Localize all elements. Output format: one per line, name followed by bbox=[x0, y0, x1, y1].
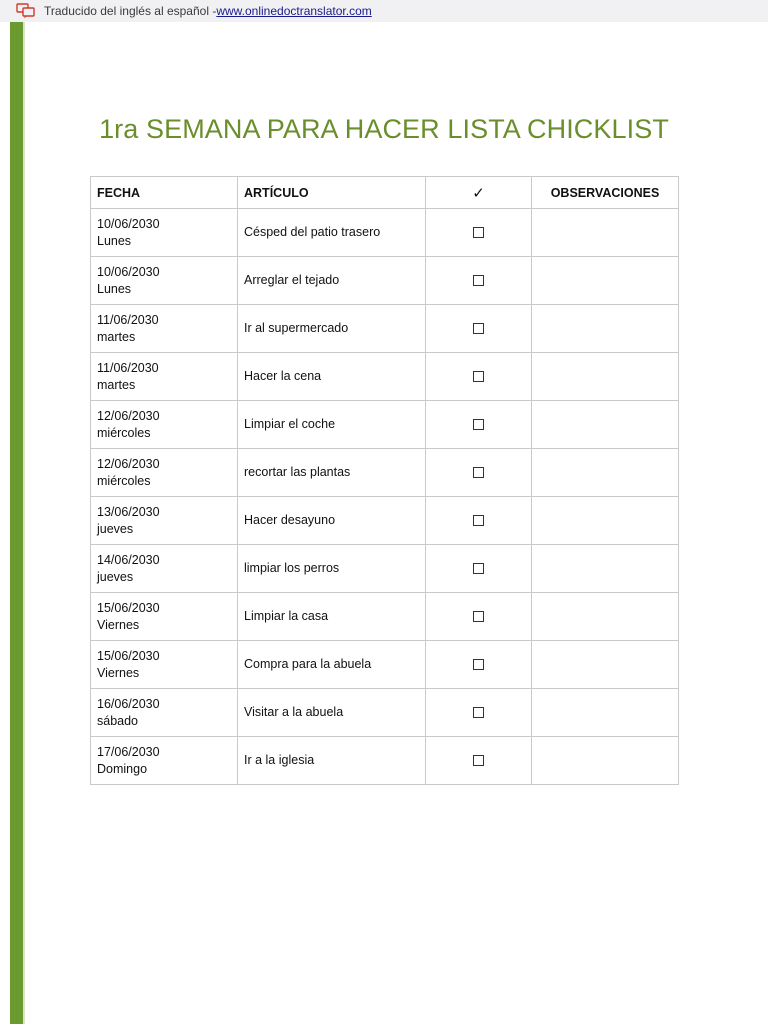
left-accent-bar bbox=[10, 22, 23, 1024]
date-cell bbox=[91, 449, 238, 497]
checkmark-icon: ✓ bbox=[472, 184, 485, 202]
day-text: miércoles bbox=[97, 425, 151, 440]
day-text: martes bbox=[97, 377, 136, 392]
date-cell bbox=[91, 497, 238, 545]
day-text: Lunes bbox=[97, 233, 132, 248]
table-row bbox=[91, 689, 679, 737]
item-cell: limpiar los perros bbox=[238, 545, 426, 593]
checkbox-icon[interactable] bbox=[473, 611, 484, 622]
header-notes: OBSERVACIONES bbox=[532, 177, 679, 209]
notes-cell[interactable] bbox=[532, 641, 679, 689]
checkbox-icon[interactable] bbox=[473, 275, 484, 286]
date-text: 12/06/2030 bbox=[97, 456, 160, 471]
item-cell: Césped del patio trasero bbox=[238, 209, 426, 257]
checkbox-icon[interactable] bbox=[473, 419, 484, 430]
date-text: 15/06/2030 bbox=[97, 648, 160, 663]
day-text: Domingo bbox=[97, 761, 148, 776]
checkbox-icon[interactable] bbox=[473, 755, 484, 766]
table-row bbox=[91, 353, 679, 401]
day-text: sábado bbox=[97, 713, 139, 728]
date-text: 11/06/2030 bbox=[97, 360, 159, 375]
table-row bbox=[91, 209, 679, 257]
check-cell[interactable] bbox=[426, 305, 532, 353]
notes-cell[interactable] bbox=[532, 353, 679, 401]
table-row bbox=[91, 401, 679, 449]
check-cell[interactable] bbox=[426, 353, 532, 401]
table-row bbox=[91, 449, 679, 497]
checkbox-icon[interactable] bbox=[473, 563, 484, 574]
item-cell: Hacer desayuno bbox=[238, 497, 426, 545]
check-cell[interactable] bbox=[426, 641, 532, 689]
table-header-row bbox=[91, 177, 679, 209]
notes-cell[interactable] bbox=[532, 497, 679, 545]
check-cell[interactable] bbox=[426, 209, 532, 257]
item-cell: Ir a la iglesia bbox=[238, 737, 426, 785]
table-row bbox=[91, 545, 679, 593]
checkbox-icon[interactable] bbox=[473, 659, 484, 670]
checkbox-icon[interactable] bbox=[473, 371, 484, 382]
check-cell[interactable] bbox=[426, 737, 532, 785]
day-text: Viernes bbox=[97, 665, 140, 680]
day-text: jueves bbox=[97, 521, 134, 536]
date-cell bbox=[91, 689, 238, 737]
date-text: 15/06/2030 bbox=[97, 600, 160, 615]
date-text: 17/06/2030 bbox=[97, 744, 160, 759]
checkbox-icon[interactable] bbox=[473, 323, 484, 334]
check-cell[interactable] bbox=[426, 497, 532, 545]
item-cell: recortar las plantas bbox=[238, 449, 426, 497]
page-title: 1ra SEMANA PARA HACER LISTA CHICKLIST bbox=[99, 114, 669, 144]
checkbox-icon[interactable] bbox=[473, 467, 484, 478]
notes-cell[interactable] bbox=[532, 401, 679, 449]
item-cell: Compra para la abuela bbox=[238, 641, 426, 689]
date-cell bbox=[91, 305, 238, 353]
left-accent-line bbox=[23, 22, 25, 1024]
item-cell: Arreglar el tejado bbox=[238, 257, 426, 305]
date-cell bbox=[91, 593, 238, 641]
day-text: Lunes bbox=[97, 281, 132, 296]
check-cell[interactable] bbox=[426, 545, 532, 593]
table-row bbox=[91, 641, 679, 689]
date-text: 16/06/2030 bbox=[97, 696, 160, 711]
header-item: ARTÍCULO bbox=[238, 177, 426, 209]
header-date: FECHA bbox=[91, 177, 238, 209]
date-cell bbox=[91, 641, 238, 689]
date-cell bbox=[91, 353, 238, 401]
notes-cell[interactable] bbox=[532, 689, 679, 737]
date-cell bbox=[91, 257, 238, 305]
date-text: 10/06/2030 bbox=[97, 216, 160, 231]
table-row bbox=[91, 737, 679, 785]
item-cell: Ir al supermercado bbox=[238, 305, 426, 353]
table-row bbox=[91, 305, 679, 353]
table-row bbox=[91, 497, 679, 545]
banner-link[interactable]: www.onlinedoctranslator.com bbox=[216, 4, 372, 18]
notes-cell[interactable] bbox=[532, 545, 679, 593]
table-row bbox=[91, 593, 679, 641]
checkbox-icon[interactable] bbox=[473, 515, 484, 526]
check-cell[interactable] bbox=[426, 689, 532, 737]
day-text: Viernes bbox=[97, 617, 140, 632]
notes-cell[interactable] bbox=[532, 449, 679, 497]
check-cell[interactable] bbox=[426, 593, 532, 641]
notes-cell[interactable] bbox=[532, 209, 679, 257]
date-text: 10/06/2030 bbox=[97, 264, 160, 279]
notes-cell[interactable] bbox=[532, 593, 679, 641]
notes-cell[interactable] bbox=[532, 257, 679, 305]
date-cell bbox=[91, 401, 238, 449]
translation-banner bbox=[0, 0, 768, 22]
date-text: 11/06/2030 bbox=[97, 312, 159, 327]
checkbox-icon[interactable] bbox=[473, 227, 484, 238]
table-row bbox=[91, 257, 679, 305]
day-text: martes bbox=[97, 329, 136, 344]
date-text: 12/06/2030 bbox=[97, 408, 160, 423]
date-text: 14/06/2030 bbox=[97, 552, 160, 567]
check-cell[interactable] bbox=[426, 257, 532, 305]
notes-cell[interactable] bbox=[532, 305, 679, 353]
day-text: jueves bbox=[97, 569, 134, 584]
date-text: 13/06/2030 bbox=[97, 504, 160, 519]
date-cell bbox=[91, 737, 238, 785]
date-cell bbox=[91, 209, 238, 257]
item-cell: Hacer la cena bbox=[238, 353, 426, 401]
item-cell: Limpiar la casa bbox=[238, 593, 426, 641]
checklist-table bbox=[90, 176, 679, 785]
checkbox-icon[interactable] bbox=[473, 707, 484, 718]
date-cell bbox=[91, 545, 238, 593]
header-check bbox=[426, 177, 532, 209]
check-cell[interactable] bbox=[426, 449, 532, 497]
notes-cell[interactable] bbox=[532, 737, 679, 785]
item-cell: Limpiar el coche bbox=[238, 401, 426, 449]
item-cell: Visitar a la abuela bbox=[238, 689, 426, 737]
check-cell[interactable] bbox=[426, 401, 532, 449]
translator-logo-icon bbox=[16, 3, 36, 19]
day-text: miércoles bbox=[97, 473, 151, 488]
banner-text: Traducido del inglés al español - bbox=[44, 4, 217, 18]
